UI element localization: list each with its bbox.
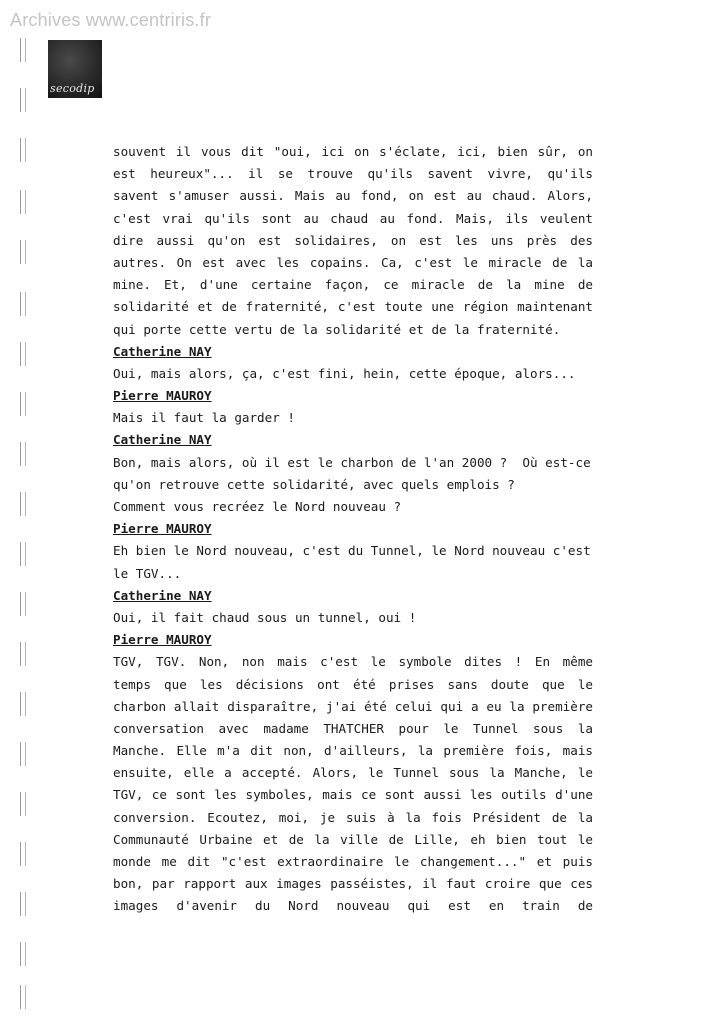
- transcript-line: TGV, ce sont les symboles, mais ce sont aussi les outils d'une: [113, 787, 593, 803]
- margin-mark: [20, 342, 26, 366]
- margin-mark: [20, 742, 26, 766]
- margin-mark: [20, 88, 26, 112]
- transcript-line: temps que les décisions ont été prises sans doute que le: [113, 676, 593, 692]
- margin-mark: [20, 642, 26, 666]
- transcript-line: ensuite, elle a accepté. Alors, le Tunnel sous la Manche, le: [113, 765, 593, 781]
- transcript-line: est heureux"... il se trouve qu'ils savent vivre, qu'ils: [113, 166, 593, 182]
- margin-mark: [20, 892, 26, 916]
- transcript-line: Bon, mais alors, où il est le charbon de l'an 2000 ? Où est-ce: [113, 454, 591, 470]
- margin-mark: [20, 240, 26, 264]
- margin-mark: [20, 190, 26, 214]
- margin-mark: [20, 442, 26, 466]
- transcript-line: souvent il vous dit "oui, ici on s'éclate, ici, bien sûr, on: [113, 144, 593, 159]
- transcript-line: conversion. Ecoutez, moi, je suis à la fois Président de la: [113, 809, 593, 825]
- transcript-line: le TGV...: [113, 565, 182, 581]
- transcript-line: Oui, il fait chaud sous un tunnel, oui !: [113, 609, 417, 625]
- transcript-line: autres. On est avec les copains. Ca, c'est le miracle de la: [113, 254, 593, 270]
- transcript-line: Comment vous recréez le Nord nouveau ?: [113, 499, 402, 514]
- transcript-line: images d'avenir du Nord nouveau qui est en train de: [113, 898, 593, 914]
- transcript-line: TGV, TGV. Non, non mais c'est le symbole dites ! En même: [113, 654, 593, 670]
- secodip-logo: [48, 40, 102, 98]
- speaker-name: Catherine NAY: [113, 432, 212, 448]
- margin-mark: [20, 292, 26, 316]
- margin-mark: [20, 542, 26, 566]
- speaker-name: Pierre MAUROY: [113, 632, 212, 648]
- transcript-line: Communauté Urbaine et de la ville de Lille, eh bien tout le: [113, 831, 593, 847]
- transcript-line: Eh bien le Nord nouveau, c'est du Tunnel, le Nord nouveau c'est: [113, 543, 591, 559]
- margin-mark: [20, 138, 26, 162]
- transcript-line: dire aussi qu'on est solidaires, on est les uns près des: [113, 232, 593, 248]
- speaker-name: Catherine NAY: [113, 587, 212, 603]
- transcript-line: bon, par rapport aux images passéistes, il faut croire que ces: [113, 876, 593, 892]
- transcript-line: charbon allait disparaître, j'ai été celui qui a eu la première: [113, 698, 593, 714]
- transcript-line: Manche. Elle m'a dit non, d'ailleurs, la première fois, mais: [113, 743, 593, 759]
- transcript-line: solidarité et de fraternité, c'est toute une région maintenant: [113, 299, 593, 315]
- speaker-name: Pierre MAUROY: [113, 388, 212, 404]
- speaker-name: Pierre MAUROY: [113, 521, 212, 537]
- transcript-line: c'est vrai qu'ils sont au chaud au fond. Mais, ils veulent: [113, 210, 593, 226]
- logo-text: secodip: [50, 82, 95, 95]
- transcript-line: qui porte cette vertu de la solidarité et de la fraternité.: [113, 321, 561, 337]
- transcript-line: mine. Et, d'une certaine façon, ce miracle de la mine de: [113, 277, 593, 293]
- transcript-line: conversation avec madame THATCHER pour le Tunnel sous la: [113, 720, 593, 736]
- archive-watermark: Archives www.centriris.fr: [10, 10, 212, 30]
- margin-mark: [20, 985, 26, 1009]
- transcript-line: Oui, mais alors, ça, c'est fini, hein, cette époque, alors...: [113, 365, 576, 381]
- transcript-line: Mais il faut la garder !: [113, 410, 295, 426]
- margin-mark: [20, 592, 26, 616]
- margin-mark: [20, 38, 26, 62]
- margin-mark: [20, 942, 26, 966]
- transcript-line: savent s'amuser aussi. Mais au fond, on est au chaud. Alors,: [113, 188, 593, 204]
- margin-mark: [20, 492, 26, 516]
- transcript-line: monde me dit "c'est extraordinaire le changement..." et puis: [113, 854, 593, 869]
- margin-mark: [20, 692, 26, 716]
- margin-mark: [20, 842, 26, 866]
- transcript-body: [113, 141, 593, 918]
- margin-mark: [20, 792, 26, 816]
- transcript-line: qu'on retrouve cette solidarité, avec quels emplois ?: [113, 476, 515, 492]
- binding-margin-marks: [20, 30, 34, 1010]
- margin-mark: [20, 392, 26, 416]
- speaker-name: Catherine NAY: [113, 343, 212, 359]
